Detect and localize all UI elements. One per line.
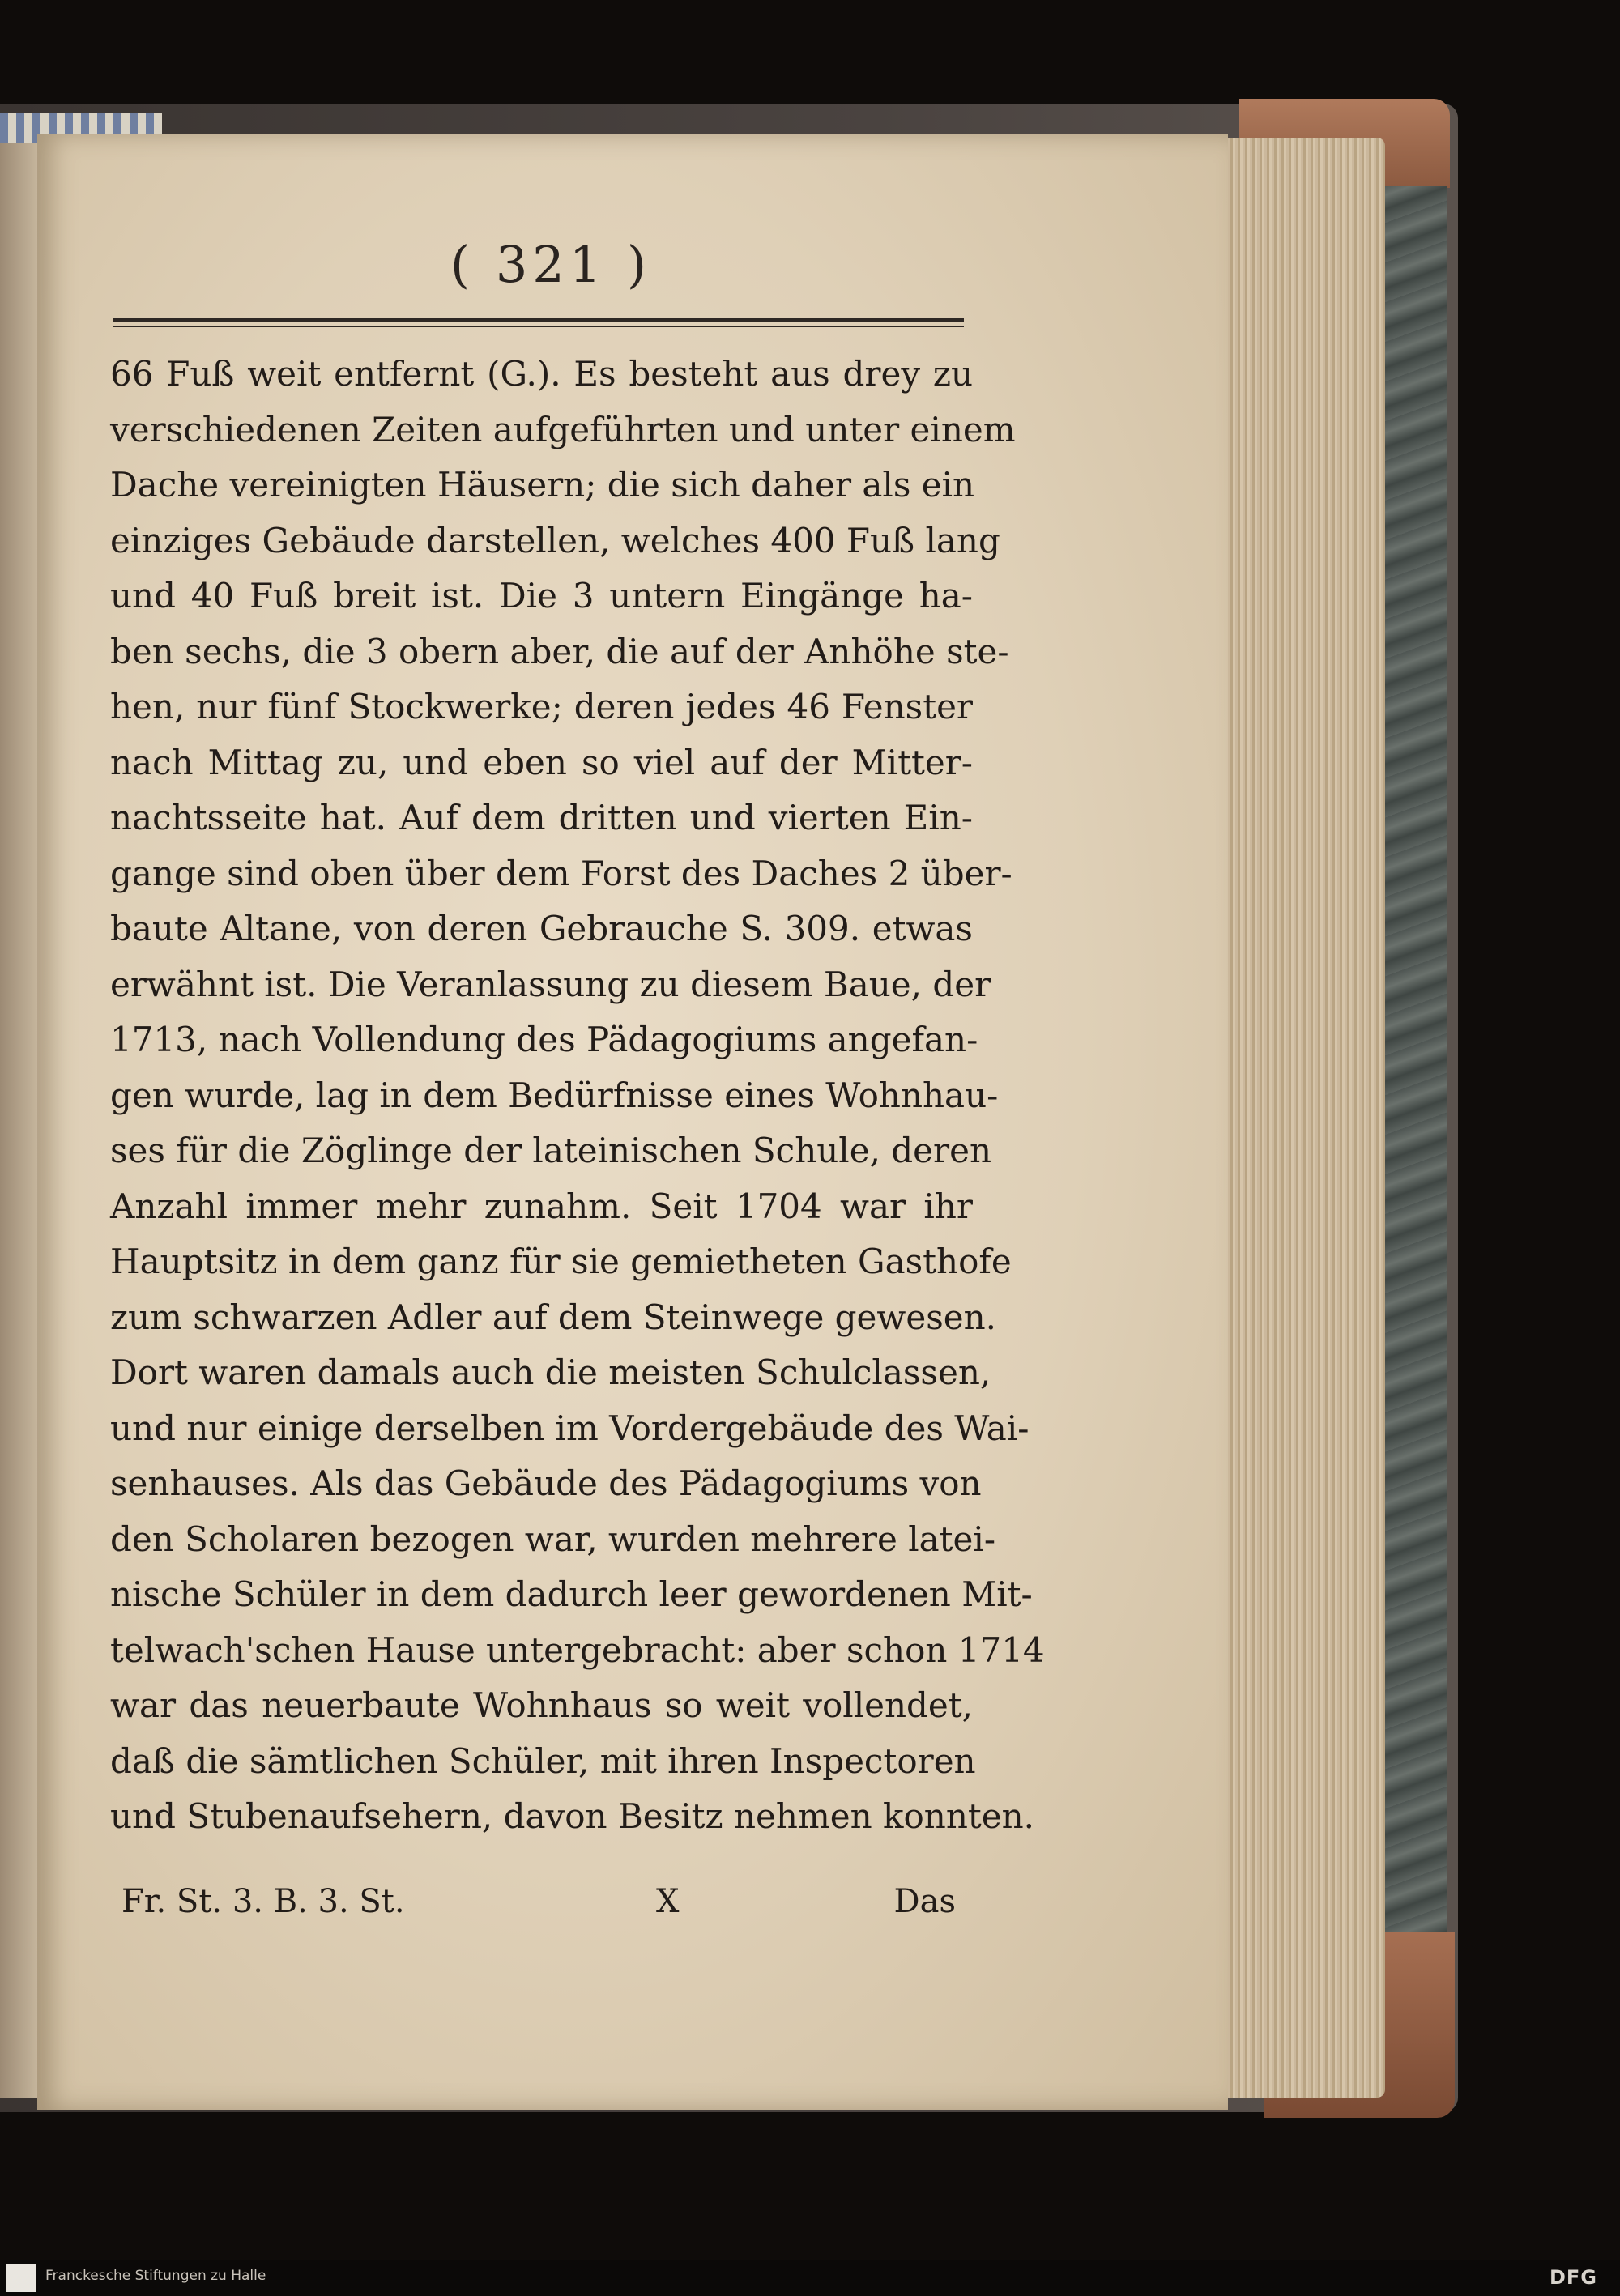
text-line: Dache vereinigten Häusern; die sich daher als ein [110,465,975,505]
text-line: baute Altane, von deren Gebrauche S. 309. etwas [110,909,973,948]
text-line: gange sind oben über dem Forst des Daches 2 über- [110,853,1013,893]
page-number: ( 321 ) [450,235,652,294]
text-line: nische Schüler in dem dadurch leer gewordenen Mit- [110,1574,1033,1614]
text-line: und 40 Fuß breit ist. Die 3 untern Eingänge ha- [110,576,973,616]
text-line: 66 Fuß weit entfernt (G.). Es besteht aus drey zu [110,354,973,394]
catchword: Das [893,1883,956,1920]
sheet-mark: X [656,1883,680,1920]
text-line: telwach'schen Hause untergebracht: aber schon 1714 [110,1629,1045,1670]
text-line: verschiedenen Zeiten aufgeführten und unter einem [110,409,1016,449]
text-line: den Scholaren bezogen war, wurden mehrere latei- [110,1519,996,1559]
header-rule [113,318,964,322]
text-line: ses für die Zöglinge der lateinischen Schule, deren [110,1131,992,1170]
text-line: nach Mittag zu, und eben so viel auf der Mitter- [110,742,973,782]
cover-marbled-board [1377,186,1447,1936]
signature-mark: Fr. St. 3. B. 3. St. [122,1883,405,1920]
text-line: und nur einige derselben im Vordergebäude des Wai- [110,1408,1030,1448]
text-line: senhauses. Als das Gebäude des Pädagogiums von [110,1463,982,1503]
header-rule-thin [113,326,964,327]
text-line: und Stubenaufsehern, davon Besitz nehmen konnten. [110,1796,1035,1836]
text-line: Hauptsitz in dem ganz für sie gemietheten Gasthofe [110,1242,1012,1281]
left-page-edge [0,121,37,2098]
text-line: nachtsseite hat. Auf dem dritten und vierten Ein- [110,798,973,837]
text-line: war das neuerbaute Wohnhaus so weit vollendet, [110,1685,973,1725]
text-line: einziges Gebäude darstellen, welches 400 Fuß lang [110,520,1000,560]
text-line: Anzahl immer mehr zunahm. Seit 1704 war ihr [110,1186,973,1226]
text-line: zum schwarzen Adler auf dem Steinwege gewesen. [110,1297,997,1337]
body-text [110,347,1045,1845]
page-footer [122,1883,956,1932]
dfg-logo: DFG [1549,2266,1597,2289]
text-line: ben sechs, die 3 obern aber, die auf der Anhöhe ste- [110,631,1009,671]
institution-logo [6,2264,36,2292]
text-line: 1713, nach Vollendung des Pädagogiums angefan- [110,1020,978,1059]
text-line: erwähnt ist. Die Veranlassung zu diesem Baue, der [110,964,991,1004]
text-line: Dort waren damals auch die meisten Schulclassen, [110,1352,991,1392]
text-line: gen wurde, lag in dem Bedürfnisse eines Wohnhau- [110,1075,999,1115]
credit-text: Franckesche Stiftungen zu Halle [45,2268,266,2284]
text-line: hen, nur fünf Stockwerke; deren jedes 46 Fenster [110,687,973,726]
text-line: daß die sämtlichen Schüler, mit ihren Inspectoren [110,1740,976,1781]
